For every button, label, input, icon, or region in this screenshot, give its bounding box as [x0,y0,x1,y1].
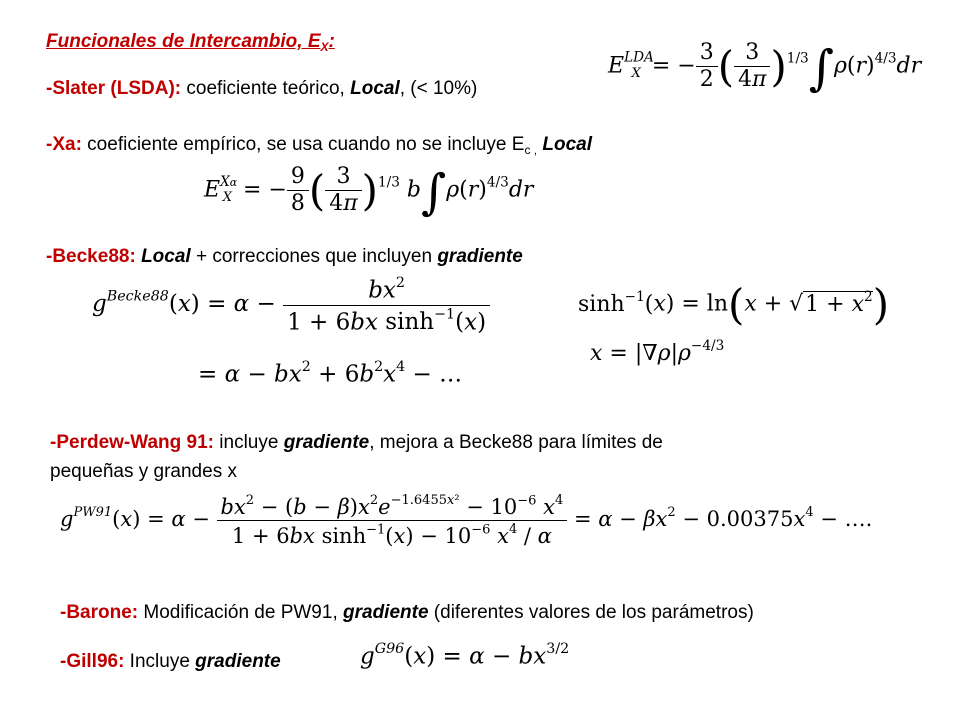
x-definition: $x = |\nabla\rho|\rho^{-4/3}$ [590,338,725,367]
slater-tail: , (< 10%) [399,78,478,99]
becke-label: -Becke88: [46,246,136,267]
title-sub: X [320,40,329,54]
gill-grad: gradiente [195,651,281,672]
barone-line [60,602,754,625]
gill-equation: $g^{G96}(x) = \alpha - bx^{3/2}$ [360,641,570,670]
barone-label: -Barone: [60,602,139,623]
pw91-label: -Perdew-Wang 91: [50,432,214,453]
barone-text1: Modificación de PW91, [138,602,343,623]
asinh-equation: $\sinh^{-1}(x) = \ln(x + √1 + x^2)$ [578,280,889,329]
xa-line [46,134,592,157]
title-colon: : [328,31,335,52]
becke-grad: gradiente [437,246,523,267]
becke-equation: $g^{Becke88}(x) = \alpha$ − $\frac{bx^2}{1 + 6bx \sinh^{-1}(x)}$ [92,276,490,334]
becke-local: Local [141,246,191,267]
pw91-text2: , mejora a Becke88 para límites de [369,432,663,453]
slater-local: Local [350,78,400,99]
slide-title [46,31,335,54]
xa-text: coeficiente empírico, se usa cuando no se incluye E [81,134,525,155]
slater-equation: $E^{LDA}_X$ = − $\frac{3}{2}$ ( $\frac{3}{4\pi}$ )$^{1/3}\int\rho(r)^{4/3}dr$ [608,40,922,97]
xa-label: -Xa: [46,134,82,155]
pw91-text1: incluye [214,432,284,453]
barone-text2: (diferentes valores de los parámetros) [428,602,754,623]
barone-grad: gradiente [343,602,429,623]
slater-text: coeficiente teórico, [181,78,351,99]
xa-equation: $E^{X\alpha}_X$ = − $\frac{9}{8}$ ( $\frac{3}{4\pi}$ )$^{1/3}$ $b\int\rho(r)^{4/3}dr$ [204,164,534,221]
gill-label: -Gill96: [60,651,125,672]
xa-local: Local [542,134,593,155]
pw91-equation: $g^{PW91}(x) = \alpha$ − $\frac{bx^2 - (b - \beta)x^2e^{-1.6455x^2} - 10^{-6} x^4}{1 + 6bx \sinh^{-1}(x) - 10^{-6} x^4 / \alpha}$ = $\alpha - \beta x^2 - 0.00375x^4$ − …. [60,493,873,548]
pw91-grad: gradiente [283,432,370,453]
gill-line [60,651,281,674]
slater-label: -Slater (LSDA): [46,78,182,99]
title-text: Funcionales de Intercambio, E [46,31,321,52]
pw91-line2: pequeñas y grandes x [50,461,237,482]
slater-line [46,78,477,101]
gill-text: Incluye [124,651,196,672]
becke-expansion: = $\alpha - bx^2 + 6b^2x^4$ − … [198,359,463,388]
becke-line [46,246,523,269]
pw91-line [50,432,663,455]
becke-text: + correcciones que incluyen [190,246,438,267]
xa-sub: c , [524,143,538,157]
